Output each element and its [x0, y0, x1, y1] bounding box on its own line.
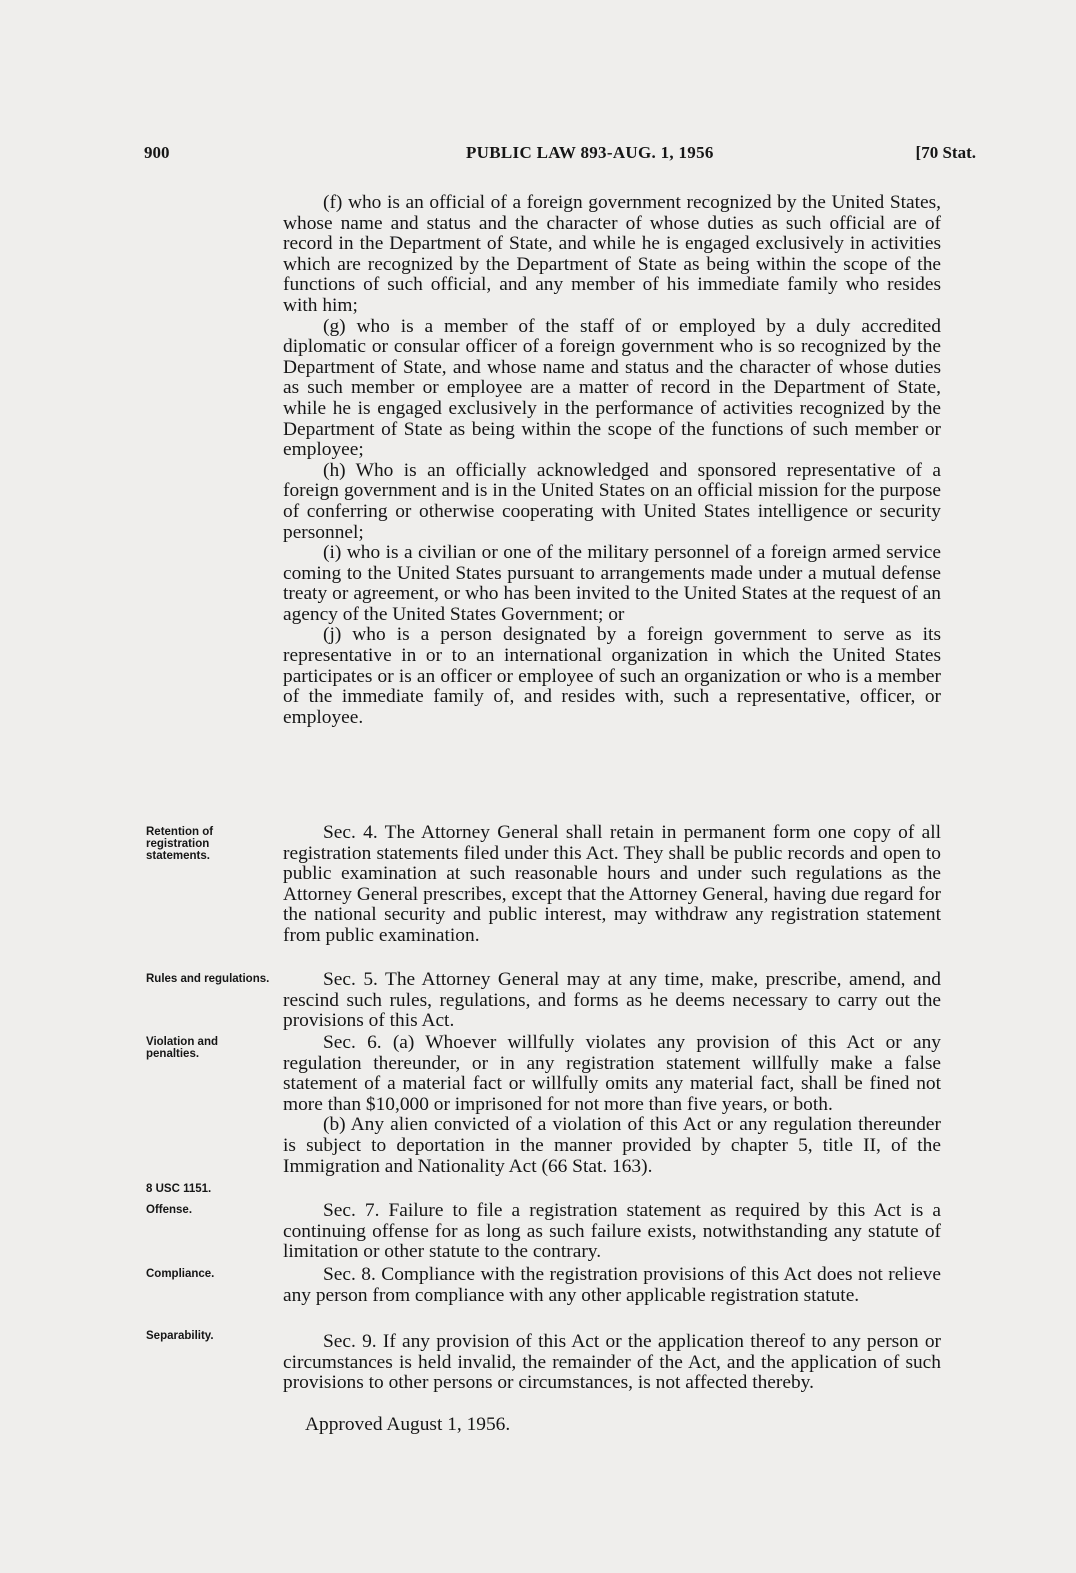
margin-note-separability: Separability. — [146, 1330, 214, 1342]
section-6b: (b) Any alien convicted of a violation of this Act or any regulation thereunder is subject to deportation in the manner provided by chapter 5, title II, of the Immigration and Nationality Act (66 Stat. 163). — [283, 1114, 941, 1177]
margin-note-offense: Offense. — [146, 1204, 193, 1216]
paragraph-h: (h) Who is an officially acknowledged and sponsored representative of a foreign government and is in the United States on an official mission for the purpose of conferring or otherwise cooperating with United States intelligence or security personnel; — [283, 459, 941, 543]
approval-line: Approved August 1, 1956. — [305, 1414, 511, 1435]
section-4: Sec. 4. The Attorney General shall retain in permanent form one copy of all registration statements filed under this Act. They shall be public records and open to public examination at such reasonable hours and under such regulations as the Attorney General prescribes, except that the Attorney General, having due regard for the national security and public interest, may withdraw any registration statement from public examination. — [283, 822, 941, 946]
margin-note-rules: Rules and regulations. — [146, 973, 270, 985]
section-9: Sec. 9. If any provision of this Act or the application thereof to any person or circumstances is held invalid, the remainder of the Act, and the application of such provisions to other persons or circumstances, is not affected thereby. — [283, 1331, 941, 1394]
body-section-7 — [283, 1201, 941, 1263]
margin-note-retention: Retention of registration statements. — [146, 826, 214, 862]
margin-note-violation: Violation and penalties. — [146, 1036, 218, 1060]
body-section-8 — [283, 1265, 941, 1306]
margin-note-compliance: Compliance. — [146, 1268, 215, 1280]
section-7: Sec. 7. Failure to file a registration statement as required by this Act is a continuing offense for as long as such failure exists, notwithstanding any statute of limitation or other statute to the contrary. — [283, 1200, 941, 1263]
body-section-4 — [283, 823, 941, 947]
body-part-1 — [283, 193, 941, 728]
statute-reference: [70 Stat. — [915, 143, 976, 162]
body-section-6 — [283, 1033, 941, 1177]
section-8: Sec. 8. Compliance with the registration provisions of this Act does not relieve any person from compliance with any other applicable registration statute. — [283, 1264, 941, 1306]
body-section-5 — [283, 970, 941, 1032]
paragraph-f: (f) who is an official of a foreign government recognized by the United States, whose name and status and the character of whose duties as such official are of record in the Department of State, and while he is engaged exclusively in activities which are recognized by the Department of State as being within the scope of the functions of such official, and any member of his immediate family who resides with him; — [283, 192, 941, 316]
body-section-9 — [283, 1332, 941, 1394]
margin-note-usc: 8 USC 1151. — [146, 1183, 212, 1195]
page-number: 900 — [144, 143, 170, 162]
running-title: PUBLIC LAW 893-AUG. 1, 1956 — [466, 143, 714, 162]
section-6a: Sec. 6. (a) Whoever willfully violates any provision of this Act or any regulation thereunder, or in any registration statement willfully make a false statement of a material fact or willfully omits any material fact, shall be fined not more than $10,000 or imprisoned for not more than five years, or both. — [283, 1032, 941, 1115]
paragraph-i: (i) who is a civilian or one of the military personnel of a foreign armed service coming to the United States pursuant to arrangements made under a mutual defense treaty or agreement, or who has been invited to the United States at the request of an agency of the United States Government; or — [283, 542, 941, 625]
paragraph-g: (g) who is a member of the staff of or employed by a duly accredited diplomatic or consular officer of a foreign government who is so recognized by the Department of State, and whose name and status and the character of whose duties as such member or employee are a matter of record in the Department of State, while he is engaged exclusively in the performance of activities recognized by the Department of State as being within the scope of the functions of such member or employee; — [283, 315, 941, 461]
section-5: Sec. 5. The Attorney General may at any time, make, prescribe, amend, and rescind such rules, regulations, and forms as he deems necessary to carry out the provisions of this Act. — [283, 969, 941, 1032]
page-header — [144, 143, 976, 173]
paragraph-j: (j) who is a person designated by a foreign government to serve as its representative in or to an international organization in which the United States participates or is an officer or employee of such an organization or who is a member of the immediate family of, and resides with, such a representative, officer, or employee. — [283, 624, 941, 728]
